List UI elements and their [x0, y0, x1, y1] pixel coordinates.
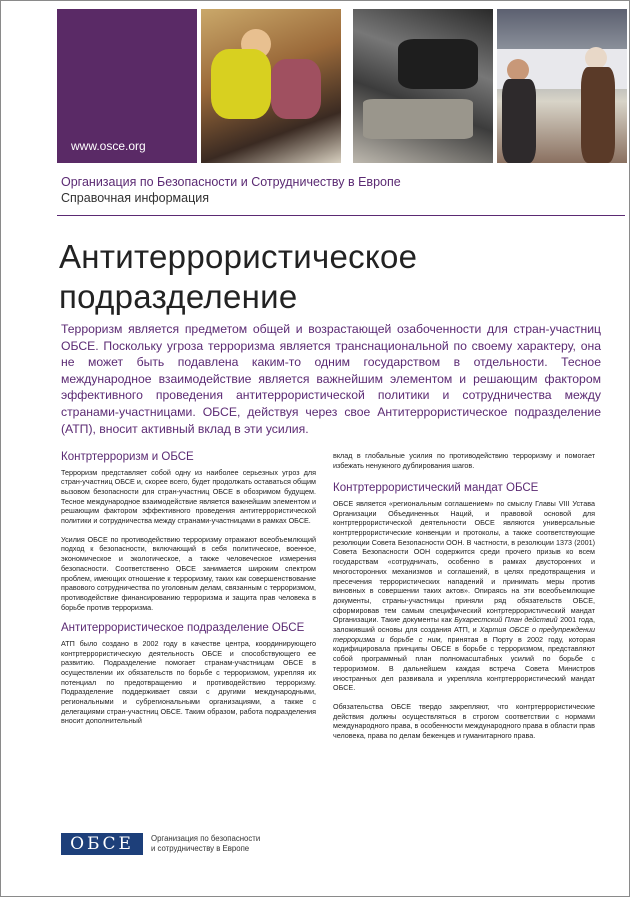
text: 2001 года, заложивший основы для создания АТП, и [333, 615, 596, 635]
document-type: Справочная информация [61, 191, 210, 205]
paragraph: Усилия ОБСЕ по противодействию терроризму отражают всеобъемлющий подход к безопасности, включающий в себя политическое, военное, экономическое и экологическое, а также человеческое измерения безопасности. Соответственно ОБСЕ занимается широким спектром проблем, имеющих отношение к терроризму, таких как совершенствование правового сотрудничества по уголовным делам, связанным с терроризмом, противодействие финансированию терроризма и защита прав человека в борьбе против терроризма. [61, 534, 316, 612]
paragraph: Обязательства ОБСЕ твердо закрепляют, что контртеррористические действия должны осуществляться в строгом соответствии с нормами международного права, в особенности международного права в области прав человека, права по делам беженцев и гуманитарного права. [333, 701, 595, 741]
text: ОБСЕ является «региональным соглашением» по смыслу Главы VIII Устава Организации Объединенных Наций, и правовой основой для контртеррористической деятельности ОБСЕ являются универсальные контртеррористические конвенции и протоколы, а также соответствующие резолюции Совета Безопасности ООН. В частности, в резолюции 1373 (2001) Совета Безопасности ООН содержится среди прочего призыв ко всем государствам «сотрудничать, особенно в рамках двусторонних и многосторонних механизмов и соглашений, в целях предотвращения и пресечения террористических нападений и принимать меры против виновных в совершении таких актов». Опираясь на эти всеобъемлющие документы, страны-участницы приняли ряд обязательств ОБСЕ, сформировав тем самым специфический контртеррористический мандат Организации. Такие документы как [333, 498, 595, 625]
organization-name: Организация по Безопасности и Сотрудничеству в Европе [61, 175, 401, 189]
paragraph: вклад в глобальные усилия по противодействию терроризму и помогает избежать ненужного дублирования шагов. [333, 451, 595, 470]
banner-purple-tile [57, 9, 197, 163]
italic-doc-title: Бухарестский План действий [454, 615, 558, 625]
right-column [333, 451, 595, 741]
footer [61, 831, 601, 861]
paragraph: Терроризм представляет собой одну из наиболее серьезных угроз для стран-участниц ОБСЕ и, скорее всего, будет продолжать оставаться общим вызовом безопасности для стран-участниц ОБСЕ в обозримом будущем. Тесное международное взаимодействие является важнейшим элементом и решающим фактором эффективного проведения антитеррористической политики и сотрудничества между странами-участницами в рамках ОБСЕ. [61, 467, 316, 526]
footer-line-1: Организация по безопасности [151, 834, 261, 843]
photo-banner [57, 9, 625, 163]
osce-logo: ОБСЕ [61, 833, 143, 855]
section-heading-atu: Антитеррористическое подразделение ОБСЕ [61, 622, 305, 635]
title-line-2: подразделение [59, 278, 298, 315]
paragraph-mandate [333, 499, 595, 693]
paragraph: АТП было создано в 2002 году в качестве центра, координирующего контртеррористическую деятельность ОБСЕ и способствующего ее развитию. Подразделение помогает странам-участницам ОБСЕ в осуществлении их обязательств по борьбе с терроризмом, укрепляя их потенциал по предотвращению и противодействию терроризму. Подразделение поддерживает связи с другими международными, региональными и субрегиональными организациями, а также с делегациями стран-участниц ОБСЕ. Таким образом, работа подразделения вносит дополнительный [61, 638, 316, 726]
photo-rescue-workers [201, 9, 341, 163]
text: принятая в Порту в 2002 году, которая кодифицировала принципы ОБСЕ в борьбе с терроризмом, представляют собой программный план полномасштабных усилий по борьбе с терроризмом. В дальнейшем каждая встреча Совета Министров иностранных дел развивала и укрепляла контртеррористический мандат ОБСЕ. [333, 634, 595, 693]
lead-paragraph: Терроризм является предметом общей и возрастающей озабоченности для стран-участниц ОБСЕ. Поскольку угроза терроризма является транснациональной по своему характеру, она не может быть подавлена каким-то одним государством в отдельности. Тесное международное взаимодействие является важнейшим элементом и решающим фактором эффективного проведения антитеррористической политики и сотрудничества между странами-участницами. ОБСЕ, действуя через свое Антитеррористическое подразделение (АТП), вносит активный вклад в эти усилия. [61, 322, 601, 436]
photo-train-station [497, 9, 627, 163]
section-heading-mandate: Контртеррористический мандат ОБСЕ [333, 482, 539, 495]
page-title [59, 237, 417, 317]
italic-doc-title: Хартия ОБСЕ о предупреждении терроризма и борьбе с ним, [333, 625, 595, 644]
left-column [61, 451, 316, 726]
website-url[interactable]: www.osce.org [71, 139, 146, 153]
photo-damaged-car [353, 9, 493, 163]
title-line-1: Антитеррористическое [59, 238, 418, 275]
header-divider [57, 215, 625, 216]
footer-line-2: и сотрудничеству в Европе [151, 844, 250, 853]
section-heading-counterterrorism: Контртерроризм и ОБСЕ [61, 451, 194, 463]
footer-org-name [151, 834, 260, 854]
